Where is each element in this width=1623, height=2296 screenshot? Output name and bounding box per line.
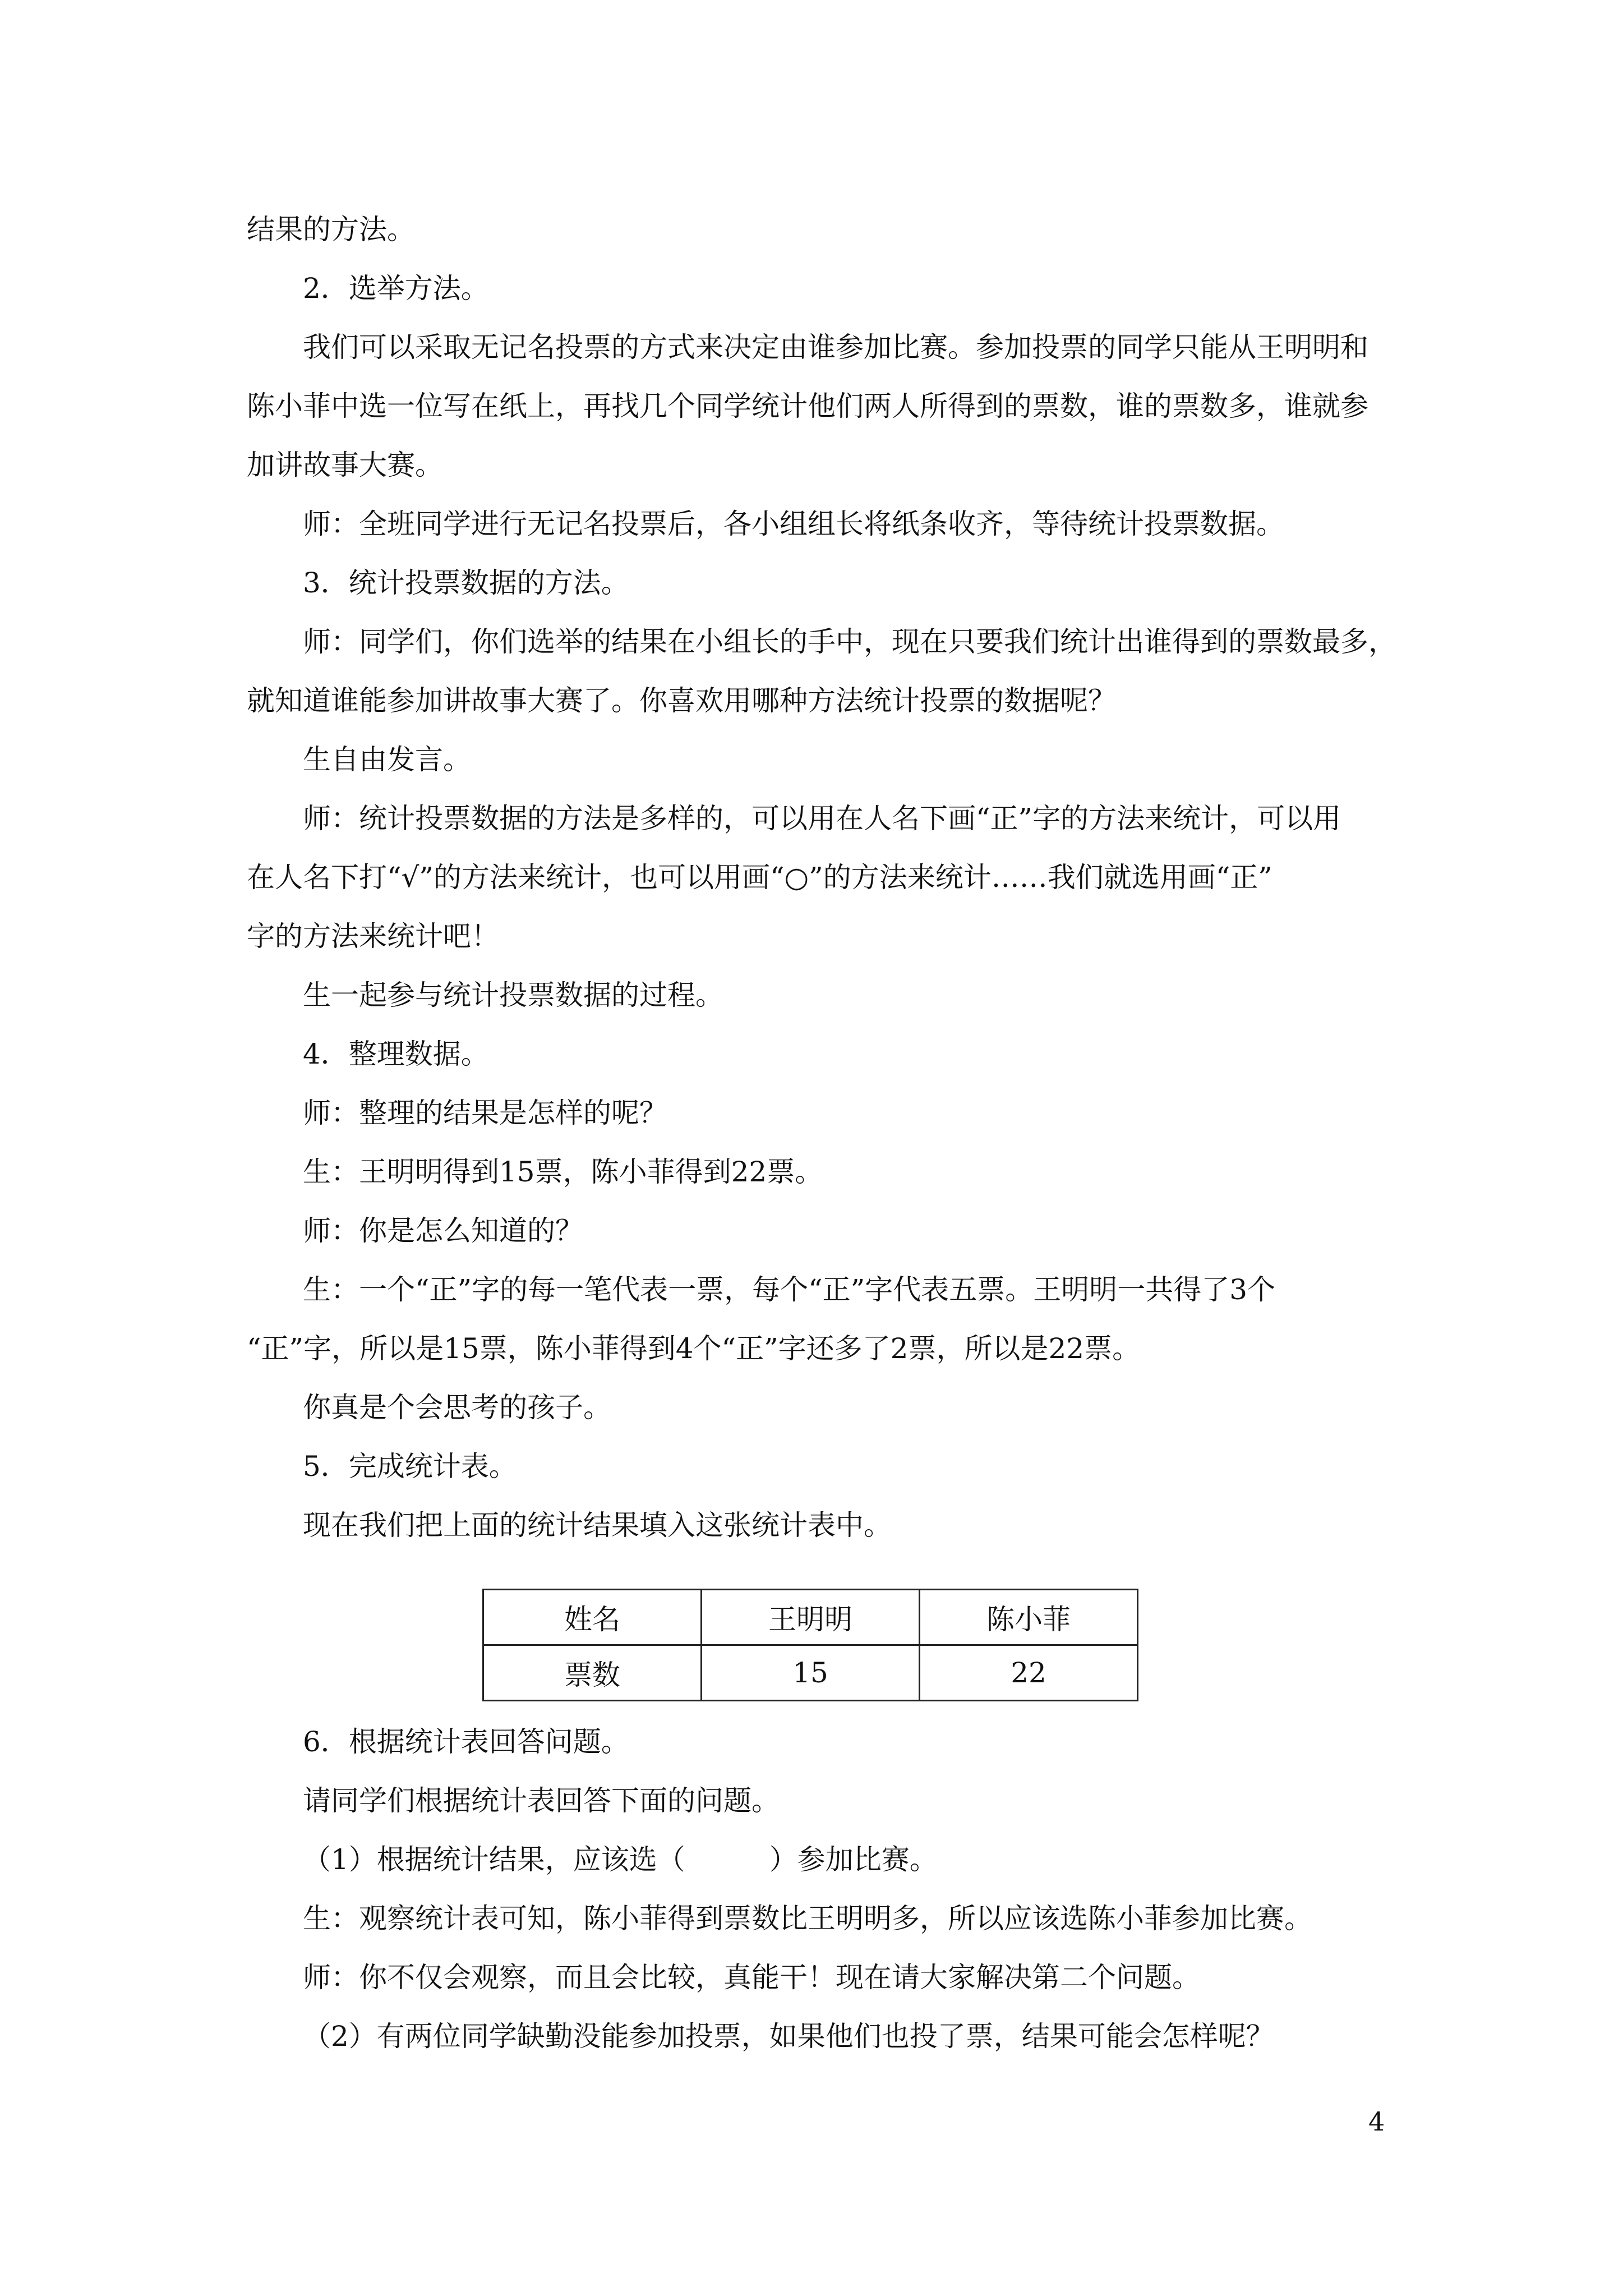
paragraph-line: 师：同学们，你们选举的结果在小组长的手中，现在只要我们统计出谁得到的票数最多，: [303, 625, 1396, 658]
table-row: [483, 1645, 1138, 1701]
paragraph-line: 生一起参与统计投票数据的过程。: [303, 979, 723, 1011]
page-number: 4: [1368, 2106, 1385, 2137]
paragraph-line: 生：一个“正”字的每一笔代表一票，每个“正”字代表五票。王明明一共得了3个: [303, 1273, 1276, 1306]
paragraph-line: 师：你是怎么知道的？: [303, 1214, 583, 1247]
paragraph-line: 在人名下打“√”的方法来统计，也可以用画“○”的方法来统计……我们就选用画“正”: [247, 861, 1272, 894]
statistics-table-container: [482, 1589, 1138, 1701]
paragraph-line: 字的方法来统计吧！: [247, 920, 499, 953]
paragraph-line: 陈小菲中选一位写在纸上，再找几个同学统计他们两人所得到的票数，谁的票数多，谁就参: [247, 390, 1368, 422]
paragraph-line: 你真是个会思考的孩子。: [303, 1391, 611, 1424]
table-cell: 15: [702, 1645, 920, 1701]
section-heading: 6．根据统计表回答问题。: [303, 1726, 629, 1758]
question-line: （1）根据统计结果，应该选（ ）参加比赛。: [303, 1843, 938, 1876]
table-cell: 22: [920, 1645, 1138, 1701]
question-line: （2）有两位同学缺勤没能参加投票，如果他们也投了票，结果可能会怎样呢？: [303, 2020, 1274, 2053]
paragraph-line: 师：整理的结果是怎样的呢？: [303, 1097, 667, 1129]
paragraph-line: 生自由发言。: [303, 743, 471, 776]
section-heading: 4．整理数据。: [303, 1038, 489, 1070]
paragraph-line: 生：王明明得到15票，陈小菲得到22票。: [303, 1156, 823, 1188]
statistics-table: [482, 1589, 1138, 1701]
section-heading: 2．选举方法。: [303, 272, 489, 305]
paragraph-line: 就知道谁能参加讲故事大赛了。你喜欢用哪种方法统计投票的数据呢？: [247, 684, 1116, 717]
table-header-row: [483, 1590, 1138, 1645]
paragraph-line: 结果的方法。: [247, 213, 415, 246]
section-heading: 5．完成统计表。: [303, 1450, 517, 1483]
paragraph-line: 师：统计投票数据的方法是多样的，可以用在人名下画“正”字的方法来统计，可以用: [303, 802, 1341, 835]
paragraph-line: 请同学们根据统计表回答下面的问题。: [303, 1784, 780, 1817]
paragraph-line: 我们可以采取无记名投票的方式来决定由谁参加比赛。参加投票的同学只能从王明明和: [303, 331, 1368, 364]
paragraph-line: 现在我们把上面的统计结果填入这张统计表中。: [303, 1509, 892, 1542]
paragraph-line: 师：你不仅会观察，而且会比较，真能干！现在请大家解决第二个问题。: [303, 1961, 1200, 1994]
table-cell: 票数: [483, 1645, 702, 1701]
paragraph-line: “正”字，所以是15票，陈小菲得到4个“正”字还多了2票，所以是22票。: [247, 1332, 1141, 1365]
table-cell: 陈小菲: [920, 1590, 1138, 1645]
paragraph-line: 生：观察统计表可知，陈小菲得到票数比王明明多，所以应该选陈小菲参加比赛。: [303, 1902, 1312, 1935]
section-heading: 3．统计投票数据的方法。: [303, 567, 629, 599]
paragraph-line: 师：全班同学进行无记名投票后，各小组组长将纸条收齐，等待统计投票数据。: [303, 508, 1284, 540]
table-cell: 姓名: [483, 1590, 702, 1645]
paragraph-line: 加讲故事大赛。: [247, 449, 443, 481]
table-cell: 王明明: [702, 1590, 920, 1645]
